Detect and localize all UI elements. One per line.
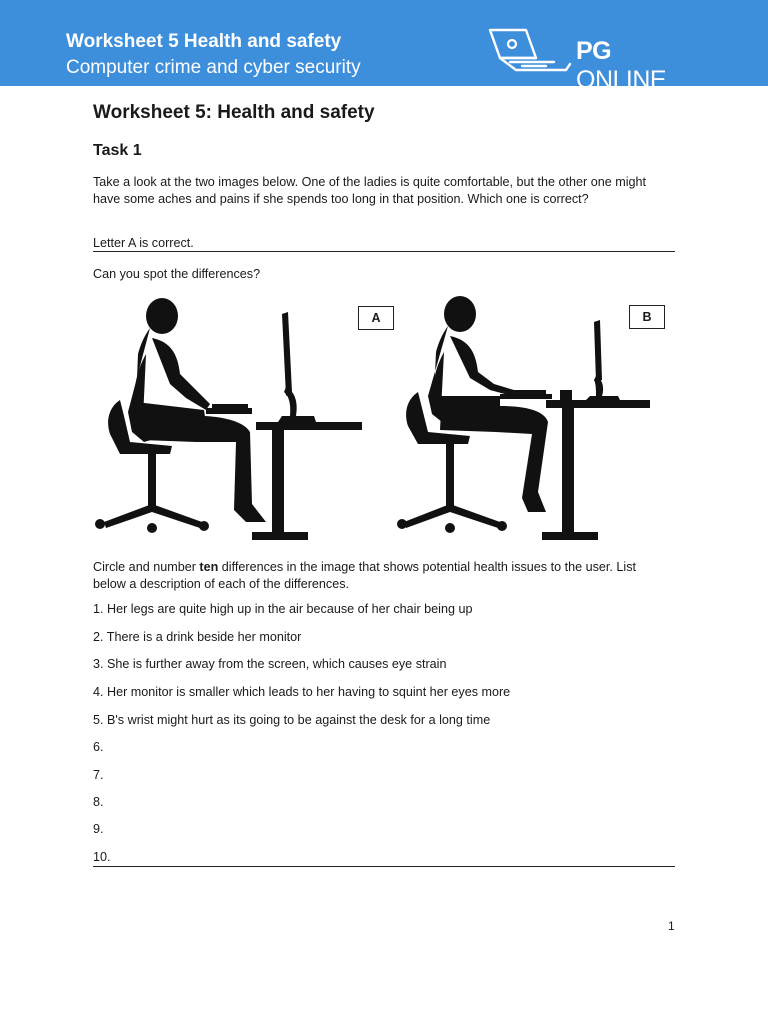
header-subtitle: Computer crime and cyber security [66, 57, 361, 78]
instruction-before: Circle and number [93, 560, 200, 574]
difference-item-6: 6. [93, 740, 104, 754]
header-title: Worksheet 5 Health and safety [66, 31, 342, 52]
document-title: Worksheet 5: Health and safety [93, 102, 375, 123]
intro-paragraph: Take a look at the two images below. One of the ladies is quite comfortable, but the other one might have some aches and pains if she spends too long in that position. Which one is correct? [93, 175, 647, 206]
instruction-paragraph [93, 559, 663, 593]
image-label-b: B [629, 305, 665, 329]
difference-item-1: 1. Her legs are quite high up in the air because of her chair being up [93, 602, 473, 616]
header-banner [0, 0, 768, 94]
image-label-a: A [358, 306, 394, 330]
difference-item-4: 4. Her monitor is smaller which leads to her having to squint her eyes more [93, 685, 511, 699]
difference-item-5: 5. B's wrist might hurt as its going to be against the desk for a long time [93, 713, 491, 727]
brand-logo [486, 24, 706, 94]
illustration-a [86, 292, 376, 542]
difference-item-3: 3. She is further away from the screen, which causes eye strain [93, 657, 447, 671]
instruction-bold: ten [199, 560, 219, 574]
answer-line [93, 251, 675, 252]
page-number: 1 [668, 919, 675, 933]
difference-item-8: 8. [93, 795, 104, 809]
answer-text: Letter A is correct. [93, 236, 194, 250]
differences-prompt: Can you spot the differences? [93, 267, 261, 281]
brand-regular: ONLINE [576, 66, 667, 94]
instruction-after: differences in the image that shows potential health issues to the user. List below a description of each of the differences. [93, 560, 637, 591]
difference-item-7: 7. [93, 768, 104, 782]
illustration-b [396, 292, 666, 542]
task-heading: Task 1 [93, 142, 142, 159]
difference-item-2: 2. There is a drink beside her monitor [93, 630, 302, 644]
difference-item-9: 9. [93, 822, 104, 836]
brand-bold: PG [576, 37, 612, 65]
difference-item-10: 10. [93, 850, 111, 864]
list-end-line [93, 866, 675, 867]
laptop-icon [486, 24, 572, 74]
